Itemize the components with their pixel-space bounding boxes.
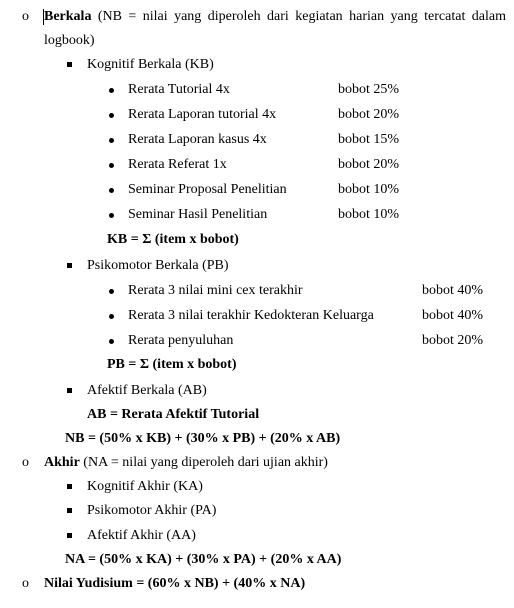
kb-item-name: Rerata Laporan tutorial 4x xyxy=(128,107,277,122)
afektif-berkala-label: Afektif Berkala (AB) xyxy=(87,383,207,398)
circle-bullet: o xyxy=(22,9,29,24)
kb-item-weight: bobot 15% xyxy=(338,132,400,147)
akhir-heading xyxy=(44,454,328,472)
akhir-item: Afektif Akhir (AA) xyxy=(87,528,196,543)
kb-item-name: Seminar Hasil Penelitian xyxy=(128,207,268,222)
round-bullet xyxy=(109,213,114,218)
square-bullet xyxy=(67,508,72,513)
kb-item-name: Rerata Referat 1x xyxy=(128,157,227,172)
berkala-desc: (NB = nilai yang diperoleh dari kegiatan harian yang tercatat dalam xyxy=(97,9,506,24)
round-bullet xyxy=(109,188,114,193)
round-bullet xyxy=(109,88,114,93)
akhir-item: Psikomotor Akhir (PA) xyxy=(87,503,217,518)
kb-item-weight: bobot 10% xyxy=(338,182,400,197)
akhir-item: Kognitif Akhir (KA) xyxy=(87,479,203,494)
circle-bullet: o xyxy=(22,455,29,470)
berkala-title: Berkala xyxy=(44,9,92,24)
square-bullet xyxy=(67,62,72,67)
kb-item-name: Rerata Tutorial 4x xyxy=(128,82,230,97)
circle-bullet: o xyxy=(22,576,29,591)
round-bullet xyxy=(109,113,114,118)
akhir-desc: (NA = nilai yang diperoleh dari ujian akhir) xyxy=(83,455,328,470)
pb-formula: PB = Σ (item x bobot) xyxy=(107,357,237,372)
pb-item-weight: bobot 40% xyxy=(422,283,484,298)
kb-item-weight: bobot 10% xyxy=(338,207,400,222)
yudisium-formula: Nilai Yudisium = (60% x NB) + (40% x NA) xyxy=(44,576,306,591)
kb-item-weight: bobot 20% xyxy=(338,157,400,172)
round-bullet xyxy=(109,138,114,143)
round-bullet xyxy=(109,163,114,168)
round-bullet xyxy=(109,339,114,344)
kb-item-weight: bobot 25% xyxy=(338,82,400,97)
round-bullet xyxy=(109,289,114,294)
pb-item-name: Rerata 3 nilai terakhir Kedokteran Keluarga xyxy=(128,308,374,323)
kb-item-name: Seminar Proposal Penelitian xyxy=(128,182,287,197)
square-bullet xyxy=(67,388,72,393)
kognitif-berkala-label: Kognitif Berkala (KB) xyxy=(87,57,214,72)
pb-item-weight: bobot 20% xyxy=(422,333,484,348)
nb-formula: NB = (50% x KB) + (30% x PB) + (20% x AB) xyxy=(65,431,341,446)
psikomotor-berkala-label: Psikomotor Berkala (PB) xyxy=(87,258,229,273)
pb-item-name: Rerata 3 nilai mini cex terakhir xyxy=(128,283,303,298)
na-formula: NA = (50% x KA) + (30% x PA) + (20% x AA) xyxy=(65,552,342,567)
pb-item-name: Rerata penyuluhan xyxy=(128,333,234,348)
berkala-desc-cont: logbook) xyxy=(44,33,95,48)
kb-item-name: Rerata Laporan kasus 4x xyxy=(128,132,267,147)
square-bullet xyxy=(67,263,72,268)
round-bullet xyxy=(109,314,114,319)
berkala-heading xyxy=(44,8,506,26)
pb-item-weight: bobot 40% xyxy=(422,308,484,323)
akhir-title: Akhir xyxy=(44,455,80,470)
kb-item-weight: bobot 20% xyxy=(338,107,400,122)
square-bullet xyxy=(67,484,72,489)
kb-formula: KB = Σ (item x bobot) xyxy=(107,232,239,247)
square-bullet xyxy=(67,533,72,538)
ab-formula: AB = Rerata Afektif Tutorial xyxy=(87,407,260,422)
